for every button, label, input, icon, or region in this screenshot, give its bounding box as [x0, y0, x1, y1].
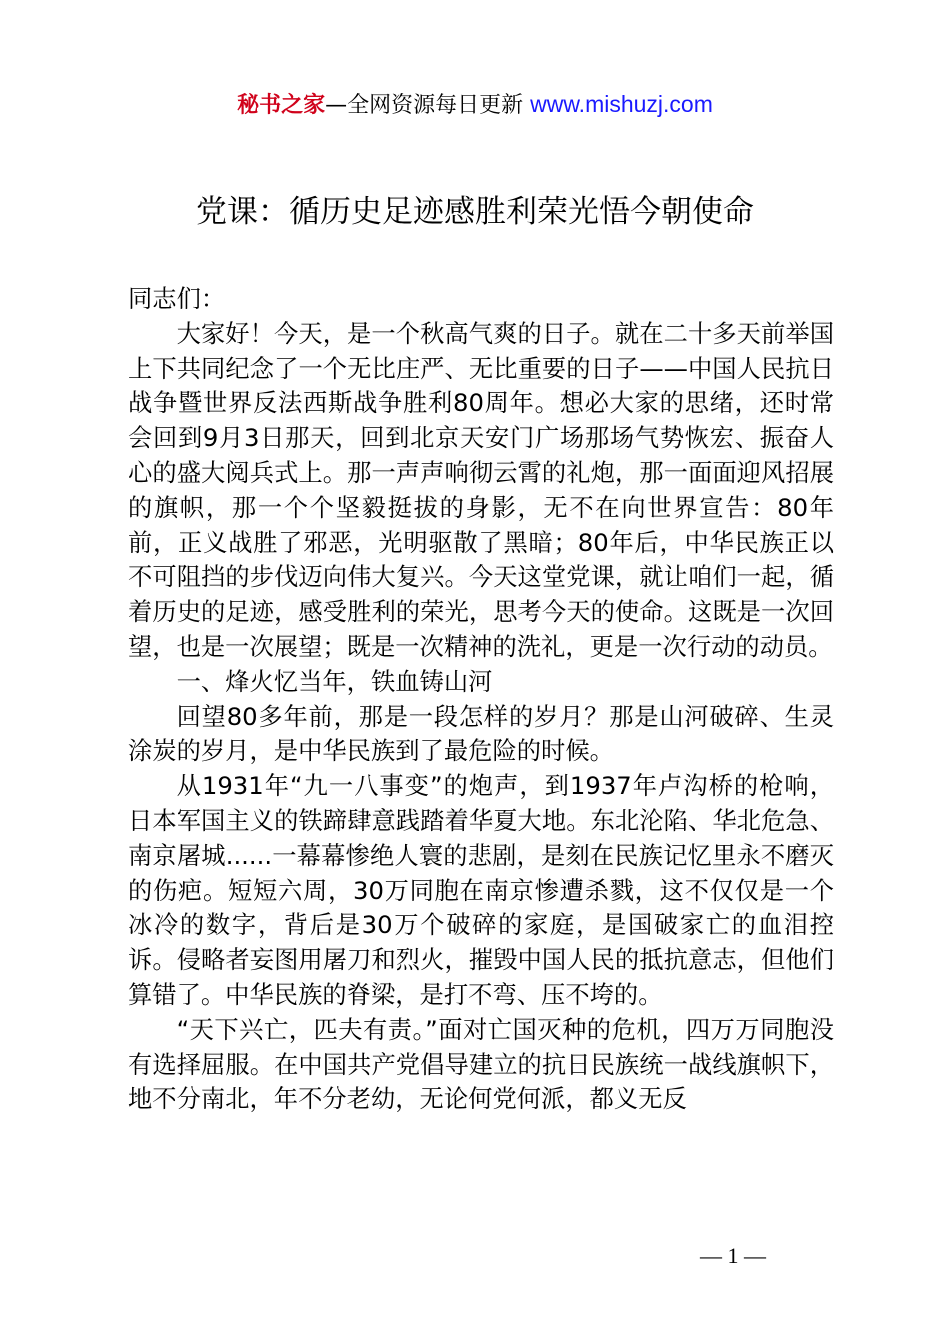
- body-paragraph: 从1931年“九一八事变”的炮声，到1937年卢沟桥的枪响，日本军国主义的铁蹄肆意践踏着华夏大地。东北沦陷、华北危急、南京屠城......一幕幕惨绝人寰的悲剧，是刻在民族记忆里永不磨灭的伤疤。短短六周，30万同胞在南京惨遭杀戮，这不仅仅是一个冰冷的数字，背后是30万个破碎的家庭，是国破家亡的血泪控诉。侵略者妄图用屠刀和烈火，摧毁中国人民的抵抗意志，但他们算错了。中华民族的脊梁，是打不弯、压不垮的。: [128, 771, 834, 1009]
- document-title: 党课：循历史足迹感胜利荣光悟今朝使命: [196, 194, 754, 230]
- salutation: 同志们：: [128, 284, 226, 313]
- banner-url[interactable]: www.mishuzj.com: [530, 91, 713, 117]
- banner-tagline: —全网资源每日更新: [325, 93, 531, 118]
- section-heading: 一、烽火忆当年，铁血铸山河: [176, 666, 493, 696]
- document-body: [128, 282, 834, 1117]
- site-banner: [0, 88, 950, 122]
- body-paragraph: “天下兴亡，匹夫有责。”面对亡国灭种的危机，四万万同胞没有选择屈服。在中国共产党倡导建立的抗日民族统一战线旗帜下，地不分南北，年不分老幼，无论何党何派，都义无反: [128, 1014, 834, 1114]
- page-number: — 1 —: [700, 1243, 766, 1268]
- body-paragraph: 回望80多年前，那是一段怎样的岁月？那是山河破碎、生灵涂炭的岁月，是中华民族到了最危险的时候。: [128, 701, 834, 766]
- brand-name: 秘书之家: [237, 93, 326, 118]
- body-paragraph: 大家好！今天，是一个秋高气爽的日子。就在二十多天前举国上下共同纪念了一个无比庄严、无比重要的日子——中国人民抗日战争暨世界反法西斯战争胜利80周年。想必大家的思绪，还时常会回到9月3日那天，回到北京天安门广场那场气势恢宏、振奋人心的盛大阅兵式上。那一声声响彻云霄的礼炮，那一面面迎风招展的旗帜，那一个个坚毅挺拔的身影，无不在向世界宣告：80年前，正义战胜了邪恶，光明驱散了黑暗；80年后，中华民族正以不可阻挡的步伐迈向伟大复兴。今天这堂党课，就让咱们一起，循着历史的足迹，感受胜利的荣光，思考今天的使命。这既是一次回望，也是一次展望；既是一次精神的洗礼，更是一次行动的动员。: [128, 318, 834, 661]
